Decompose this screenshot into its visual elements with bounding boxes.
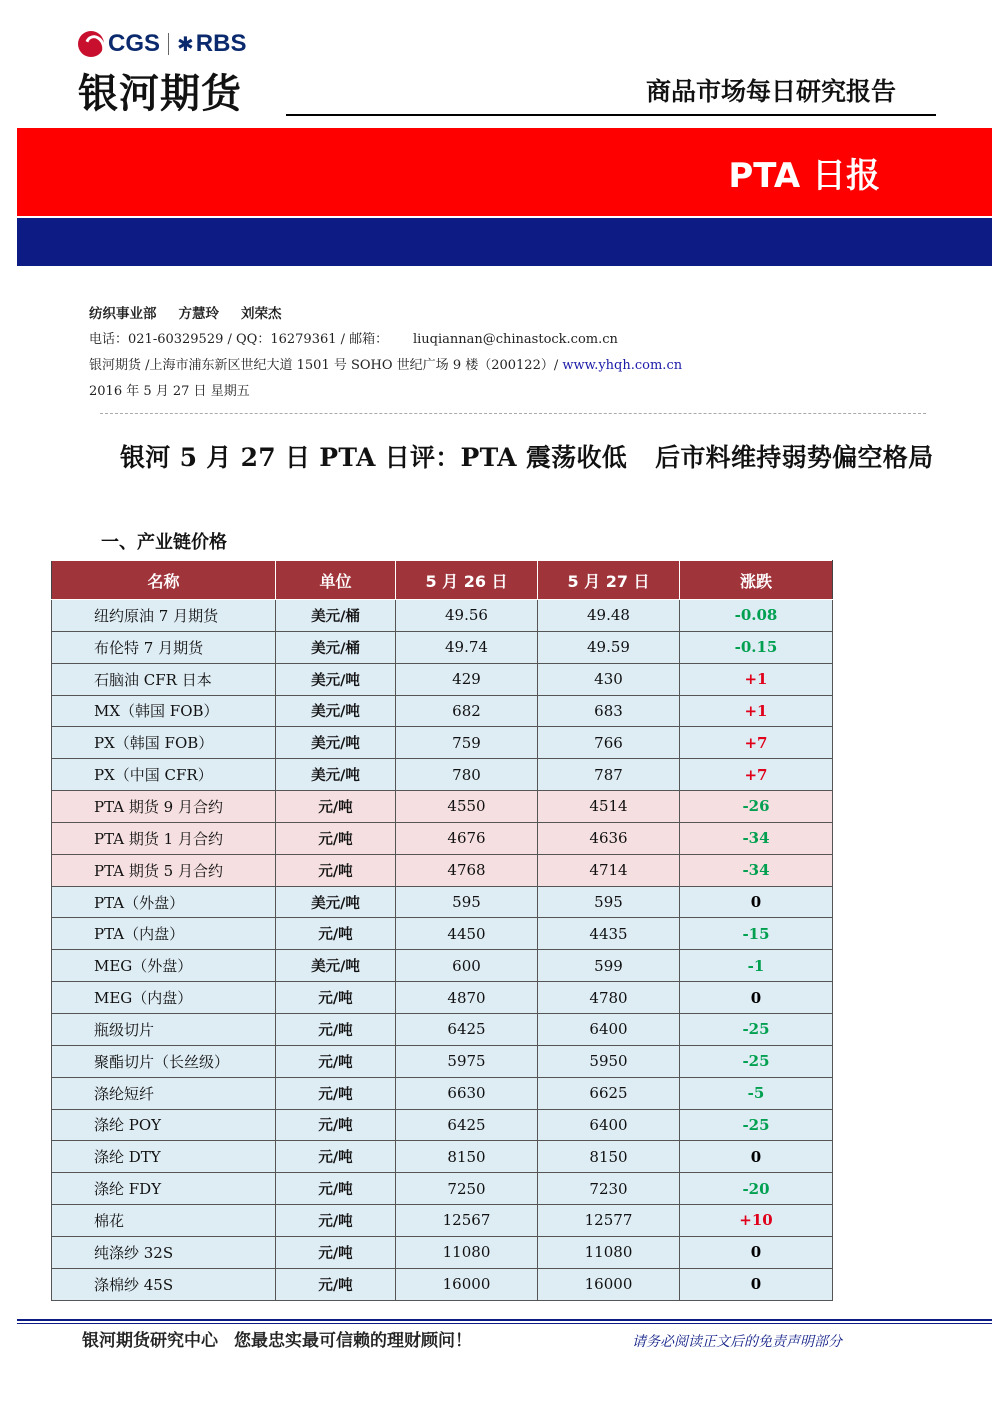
cell-may26: 4676 — [396, 822, 538, 854]
cell-may27: 6400 — [538, 1013, 680, 1045]
cell-change: -26 — [680, 791, 833, 823]
cell-may27: 599 — [538, 950, 680, 982]
title-part-1: 银河 5 月 27 日 PTA 日评：PTA 震荡收低 — [120, 443, 628, 472]
cell-may27: 4636 — [538, 822, 680, 854]
title-banner-blue — [17, 218, 992, 266]
cell-name: 棉花 — [52, 1205, 276, 1237]
table-row — [52, 1141, 833, 1173]
cell-change: +1 — [680, 663, 833, 695]
cell-change: -1 — [680, 950, 833, 982]
header-divider — [286, 114, 936, 116]
logo-rbs-text: RBS — [195, 30, 247, 57]
table-row — [52, 1077, 833, 1109]
cell-unit: 元/吨 — [276, 791, 396, 823]
cell-unit: 元/吨 — [276, 1077, 396, 1109]
cell-may27: 7230 — [538, 1173, 680, 1205]
cell-change: 0 — [680, 1268, 833, 1300]
cell-may27: 430 — [538, 663, 680, 695]
cell-unit: 元/吨 — [276, 1236, 396, 1268]
cell-may26: 16000 — [396, 1268, 538, 1300]
cell-change: -0.15 — [680, 631, 833, 663]
cell-may26: 4550 — [396, 791, 538, 823]
table-row — [52, 600, 833, 632]
cell-may26: 759 — [396, 727, 538, 759]
cell-may27: 683 — [538, 695, 680, 727]
address-line — [89, 354, 682, 380]
department-line — [89, 302, 682, 328]
cell-may27: 11080 — [538, 1236, 680, 1268]
cell-may26: 5975 — [396, 1045, 538, 1077]
cell-name: 布伦特 7 月期货 — [52, 631, 276, 663]
cell-name: 涤纶 POY — [52, 1109, 276, 1141]
cell-unit: 元/吨 — [276, 1173, 396, 1205]
author-1: 方慧玲 — [178, 306, 219, 322]
cell-may26: 4870 — [396, 982, 538, 1014]
cell-change: -0.08 — [680, 600, 833, 632]
cell-may27: 4514 — [538, 791, 680, 823]
cell-change: -25 — [680, 1013, 833, 1045]
cell-unit: 元/吨 — [276, 1141, 396, 1173]
cell-change: 0 — [680, 886, 833, 918]
cell-name: 纽约原油 7 月期货 — [52, 600, 276, 632]
cell-may26: 600 — [396, 950, 538, 982]
table-row — [52, 1205, 833, 1237]
cell-may27: 12577 — [538, 1205, 680, 1237]
cell-unit: 元/吨 — [276, 854, 396, 886]
author-info — [89, 302, 682, 406]
cell-name: 纯涤纱 32S — [52, 1236, 276, 1268]
cell-unit: 元/吨 — [276, 1268, 396, 1300]
contact-line — [89, 328, 682, 354]
logo-chinese-name: 银河期货 — [78, 71, 242, 117]
author-2: 刘荣杰 — [241, 306, 282, 322]
cell-name: PTA（内盘） — [52, 918, 276, 950]
cell-may27: 8150 — [538, 1141, 680, 1173]
cell-may27: 49.59 — [538, 631, 680, 663]
cell-may27: 6625 — [538, 1077, 680, 1109]
cell-may26: 6425 — [396, 1109, 538, 1141]
cell-change: -5 — [680, 1077, 833, 1109]
footer-rule-thin — [17, 1323, 992, 1324]
table-row — [52, 886, 833, 918]
cell-unit: 美元/吨 — [276, 759, 396, 791]
cell-change: -34 — [680, 854, 833, 886]
dashed-divider — [100, 413, 926, 414]
cell-unit: 元/吨 — [276, 982, 396, 1014]
cell-change: +1 — [680, 695, 833, 727]
cell-may27: 4435 — [538, 918, 680, 950]
price-table — [51, 560, 833, 1301]
cell-change: -34 — [680, 822, 833, 854]
cell-name: MEG（内盘） — [52, 982, 276, 1014]
section-title: 一、产业链价格 — [101, 532, 227, 553]
address-text: 银河期货 /上海市浦东新区世纪大道 1501 号 SOHO 世纪广场 9 楼（200122）/ — [89, 358, 563, 373]
cell-unit: 元/吨 — [276, 1109, 396, 1141]
title-banner-red — [17, 128, 992, 216]
cell-may26: 682 — [396, 695, 538, 727]
header-name: 名称 — [52, 561, 276, 600]
cell-may27: 766 — [538, 727, 680, 759]
table-header-row — [52, 561, 833, 600]
table-row — [52, 1236, 833, 1268]
cell-change: -20 — [680, 1173, 833, 1205]
cgs-logo-icon — [78, 31, 104, 57]
header-unit: 单位 — [276, 561, 396, 600]
table-row — [52, 918, 833, 950]
cell-name: 聚酯切片（长丝级） — [52, 1045, 276, 1077]
rbs-logo-icon: ✱ — [177, 32, 194, 56]
footer-rule — [17, 1319, 992, 1321]
cell-unit: 美元/吨 — [276, 950, 396, 982]
table-row — [52, 791, 833, 823]
cell-may26: 429 — [396, 663, 538, 695]
cell-change: +10 — [680, 1205, 833, 1237]
cell-name: PTA（外盘） — [52, 886, 276, 918]
cell-name: 涤纶短纤 — [52, 1077, 276, 1109]
cell-unit: 美元/吨 — [276, 886, 396, 918]
cell-name: 瓶级切片 — [52, 1013, 276, 1045]
email[interactable]: liuqiannan@chinastock.com.cn — [412, 332, 618, 347]
cell-name: PTA 期货 1 月合约 — [52, 822, 276, 854]
cell-change: 0 — [680, 982, 833, 1014]
table-row — [52, 695, 833, 727]
table-row — [52, 759, 833, 791]
cell-change: -25 — [680, 1045, 833, 1077]
cell-unit: 元/吨 — [276, 1205, 396, 1237]
cell-may26: 11080 — [396, 1236, 538, 1268]
table-body — [52, 600, 833, 1301]
cell-may26: 12567 — [396, 1205, 538, 1237]
table-row — [52, 1013, 833, 1045]
cell-name: 涤棉纱 45S — [52, 1268, 276, 1300]
cell-may27: 49.48 — [538, 600, 680, 632]
cell-name: PX（韩国 FOB） — [52, 727, 276, 759]
table-row — [52, 631, 833, 663]
table-row — [52, 1045, 833, 1077]
cell-may26: 6630 — [396, 1077, 538, 1109]
cell-may26: 7250 — [396, 1173, 538, 1205]
cell-change: 0 — [680, 1141, 833, 1173]
table-row — [52, 1173, 833, 1205]
cell-name: MEG（外盘） — [52, 950, 276, 982]
header-change: 涨跌 — [680, 561, 833, 600]
cell-change: -15 — [680, 918, 833, 950]
cell-unit: 元/吨 — [276, 918, 396, 950]
report-type: 商品市场每日研究报告 — [646, 77, 897, 106]
cell-name: 石脑油 CFR 日本 — [52, 663, 276, 695]
contact-text: 电话：021-60329529 / QQ：16279361 / 邮箱： — [89, 332, 389, 347]
cell-may26: 49.56 — [396, 600, 538, 632]
cell-may27: 16000 — [538, 1268, 680, 1300]
footer-left-2: 您最忠实最可信赖的理财顾问！ — [234, 1331, 472, 1351]
footer-disclaimer: 请务必阅读正文后的免责声明部分 — [632, 1334, 842, 1350]
website-link[interactable]: www.yhqh.com.cn — [562, 358, 683, 373]
company-logo — [78, 30, 278, 119]
table-row — [52, 1109, 833, 1141]
report-title — [120, 438, 933, 474]
cell-name: PTA 期货 9 月合约 — [52, 791, 276, 823]
report-date: 2016 年 5 月 27 日 星期五 — [89, 384, 250, 399]
logo-separator — [168, 33, 169, 55]
cell-name: 涤纶 DTY — [52, 1141, 276, 1173]
cell-unit: 元/吨 — [276, 1045, 396, 1077]
cell-unit: 元/吨 — [276, 1013, 396, 1045]
cell-name: 涤纶 FDY — [52, 1173, 276, 1205]
cell-change: 0 — [680, 1236, 833, 1268]
cell-may26: 4450 — [396, 918, 538, 950]
footer-slogan — [82, 1326, 472, 1351]
cell-unit: 美元/桶 — [276, 600, 396, 632]
cell-may27: 6400 — [538, 1109, 680, 1141]
cell-unit: 元/吨 — [276, 822, 396, 854]
cell-may27: 4714 — [538, 854, 680, 886]
cell-change: -25 — [680, 1109, 833, 1141]
cell-unit: 美元/吨 — [276, 727, 396, 759]
cell-unit: 美元/吨 — [276, 695, 396, 727]
table-row — [52, 727, 833, 759]
cell-may26: 595 — [396, 886, 538, 918]
cell-change: +7 — [680, 727, 833, 759]
table-row — [52, 1268, 833, 1300]
banner-title: PTA 日报 — [728, 156, 880, 196]
footer-left-1: 银河期货研究中心 — [82, 1331, 218, 1351]
cell-change: +7 — [680, 759, 833, 791]
cell-name: PX（中国 CFR） — [52, 759, 276, 791]
table-row — [52, 982, 833, 1014]
table-row — [52, 950, 833, 982]
cell-unit: 美元/桶 — [276, 631, 396, 663]
cell-may26: 780 — [396, 759, 538, 791]
cell-may26: 49.74 — [396, 631, 538, 663]
table-row — [52, 854, 833, 886]
cell-name: PTA 期货 5 月合约 — [52, 854, 276, 886]
title-part-2: 后市料维持弱势偏空格局 — [655, 443, 934, 472]
cell-may27: 595 — [538, 886, 680, 918]
cell-may27: 787 — [538, 759, 680, 791]
cell-may27: 4780 — [538, 982, 680, 1014]
header-may27: 5 月 27 日 — [538, 561, 680, 600]
cell-may26: 6425 — [396, 1013, 538, 1045]
table-row — [52, 663, 833, 695]
cell-name: MX（韩国 FOB） — [52, 695, 276, 727]
header-may26: 5 月 26 日 — [396, 561, 538, 600]
cell-may27: 5950 — [538, 1045, 680, 1077]
department: 纺织事业部 — [89, 306, 157, 322]
cell-unit: 美元/吨 — [276, 663, 396, 695]
cell-may26: 8150 — [396, 1141, 538, 1173]
cell-may26: 4768 — [396, 854, 538, 886]
logo-cgs-text: CGS — [108, 30, 161, 57]
table-row — [52, 822, 833, 854]
